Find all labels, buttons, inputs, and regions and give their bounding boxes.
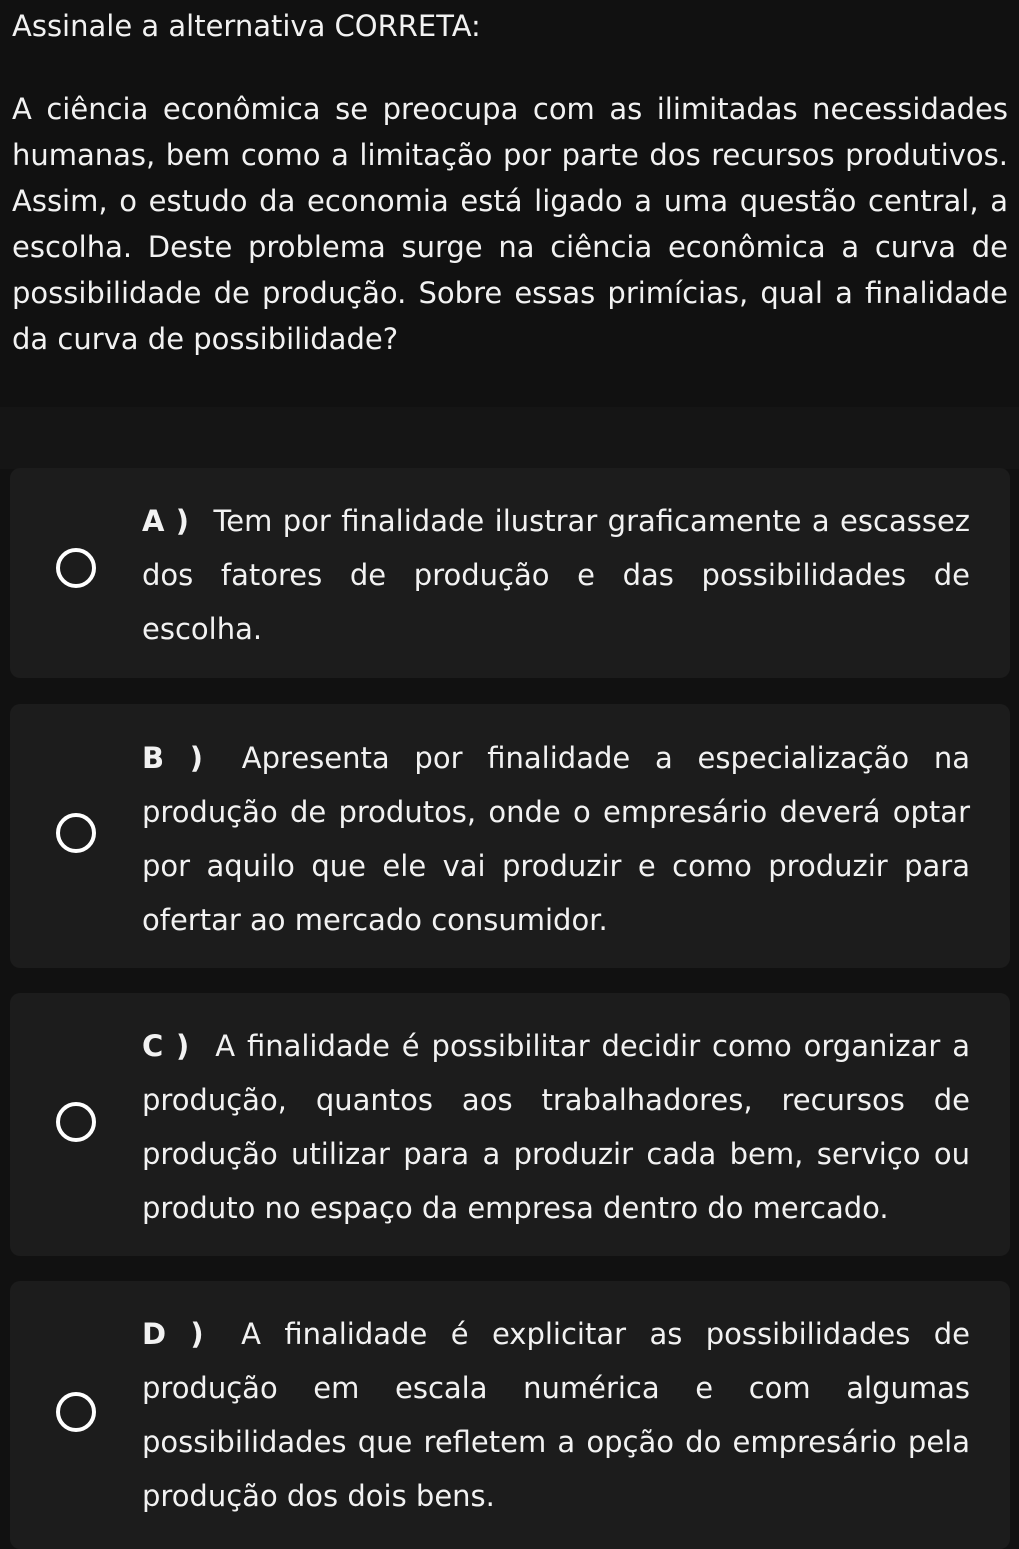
radio-unchecked-icon[interactable] <box>56 1392 96 1432</box>
option-a-letter: A ) <box>142 504 190 538</box>
option-b[interactable] <box>10 704 1010 968</box>
option-a-text: Tem por finalidade ilustrar graficamente a escassez dos fatores de produção e das possibilidades de escolha. <box>142 504 971 646</box>
option-c-content <box>142 1019 970 1235</box>
option-d[interactable] <box>10 1281 1010 1549</box>
question-instruction: Assinale a alternativa CORRETA: <box>12 9 481 43</box>
option-b-content <box>142 731 970 947</box>
radio-unchecked-icon[interactable] <box>56 1102 96 1142</box>
option-d-content <box>142 1307 970 1523</box>
option-b-text: Apresenta por finalidade a especialização na produção de produtos, onde o empresário deverá optar por aquilo que ele vai produzir e como produzir para ofertar ao mercado consumidor. <box>142 741 970 937</box>
option-d-letter: D ) <box>142 1317 204 1351</box>
option-c-text: A finalidade é possibilitar decidir como organizar a produção, quantos aos trabalhadores, recursos de produção utilizar para a produzir cada bem, serviço ou produto no espaço da empresa dentro do mercado. <box>142 1029 970 1225</box>
option-c-letter: C ) <box>142 1029 190 1063</box>
radio-unchecked-icon[interactable] <box>56 813 96 853</box>
option-c[interactable] <box>10 993 1010 1256</box>
question-statement: A ciência econômica se preocupa com as ilimitadas necessidades humanas, bem como a limitação por parte dos recursos produtivos. Assim, o estudo da economia está ligado a uma questão central, a escolha. Deste problema surge na ciência econômica a curva de possibilidade de produção. Sobre essas primícias, qual a finalidade da curva de possibilidade? <box>12 92 1008 356</box>
option-a[interactable] <box>10 468 1010 678</box>
section-divider <box>0 407 1019 469</box>
question-block <box>12 6 1008 362</box>
option-b-letter: B ) <box>142 741 204 775</box>
option-a-content <box>142 494 970 656</box>
option-d-text: A finalidade é explicitar as possibilidades de produção em escala numérica e com algumas possibilidades que refletem a opção do empresário pela produção dos dois bens. <box>142 1317 970 1513</box>
radio-unchecked-icon[interactable] <box>56 548 96 588</box>
